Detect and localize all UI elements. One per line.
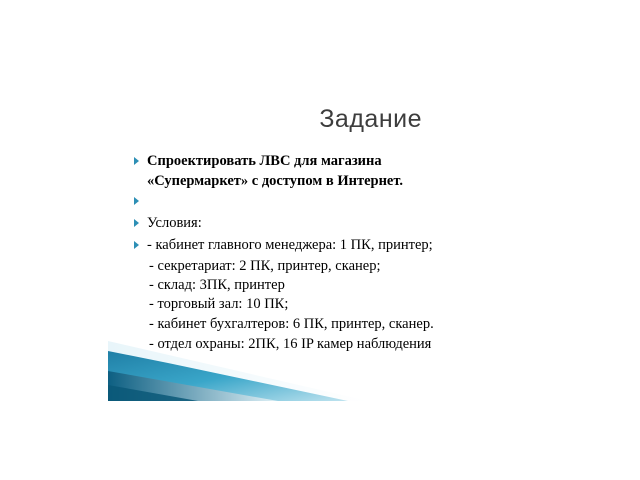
slide (108, 77, 534, 401)
condition-item: - кабинет бухгалтеров: 6 ПК, принтер, сканер. (149, 316, 434, 332)
condition-item: - торговый зал: 10 ПК; (149, 296, 289, 312)
slide-title: Задание (319, 105, 422, 133)
task-line-1: Спроектировать ЛВС для магазина (147, 153, 382, 169)
bullet-icon (134, 241, 139, 249)
bullet-icon (134, 157, 139, 165)
condition-item: - склад: 3ПК, принтер (149, 277, 285, 293)
decorative-ribbon (108, 341, 368, 401)
condition-item: - отдел охраны: 2ПК, 16 IP камер наблюдения (149, 336, 432, 352)
task-line-2: «Супермаркет» с доступом в Интернет. (147, 173, 404, 189)
bullet-icon (134, 197, 139, 205)
condition-item: - секретариат: 2 ПК, принтер, сканер; (149, 258, 381, 274)
conditions-heading: Условия: (147, 215, 202, 231)
condition-item: - кабинет главного менеджера: 1 ПК, принтер; (147, 237, 433, 253)
bullet-icon (134, 219, 139, 227)
